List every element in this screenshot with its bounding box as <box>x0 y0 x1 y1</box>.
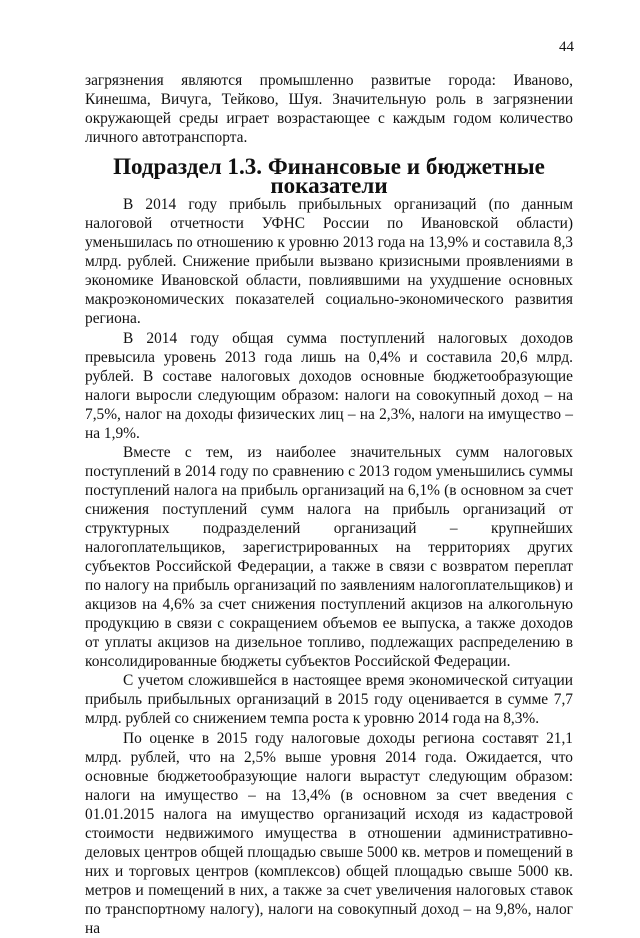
paragraph-tax-forecast-2015: По оценке в 2015 году налоговые доходы региона составят 21,1 млрд. рублей, что на 2,5% выше уровня 2014 года. Ожидается, что основные бюджетообразующие налоги вырастут следующим образом: налоги на имущество – на 13,4% (в основном за счет введения с 01.01.2015 налога на имущество организаций исходя из кадастровой стоимости недвижимого имущества в отношении административно-деловых центров общей площадью свыше 5000 кв. метров и помещений в них и торговых центров (комплексов) общей площадью свыше 5000 кв. метров и помещений в них, а также за счет увеличения налоговых ставок по транспортному налогу), налоги на совокупный доход – на 9,8%, налог на <box>85 729 573 938</box>
page-content <box>85 71 573 938</box>
page-number: 44 <box>559 38 574 56</box>
paragraph-tax-revenue-2014: В 2014 году общая сумма поступлений налоговых доходов превысила уровень 2013 года лишь на 0,4% и составила 20,6 млрд. рублей. В составе налоговых доходов основные бюджетообразующие налоги выросли следующим образом: налоги на совокупный доход – на 7,5%, налог на доходы физических лиц – на 2,3%, налоги на имущество – на 1,9%. <box>85 329 573 443</box>
paragraph-tax-decrease: Вместе с тем, из наиболее значительных сумм налоговых поступлений в 2014 году по сравнению с 2013 годом уменьшились суммы поступлений налога на прибыль организаций на 6,1% (в основном за счет снижения поступлений сумм налога на прибыль организаций от структурных подразделений организаций – крупнейших налогоплательщиков, зарегистрированных на территориях других субъектов Российской Федерации, а также в связи с возвратом переплат по налогу на прибыль организаций по заявлениям налогоплательщиков) и акцизов на 4,6% за счет снижения поступлений акцизов на алкогольную продукцию в связи с сокращением объемов ее выпуска, а также доходов от уплаты акцизов на дизельное топливо, подлежащих распределению в консолидированные бюджеты субъектов Российской Федерации. <box>85 443 573 672</box>
section-heading: Подраздел 1.3. Финансовые и бюджетные показатели <box>85 157 573 195</box>
paragraph-profit-2015: С учетом сложившейся в настоящее время экономической ситуации прибыль прибыльных организаций в 2015 году оценивается в сумме 7,7 млрд. рублей со снижением темпа роста к уровню 2014 года на 8,3%. <box>85 671 573 728</box>
paragraph-continuation: загрязнения являются промышленно развитые города: Иваново, Кинешма, Вичуга, Тейково, Шуя. Значительную роль в загрязнении окружающей среды играет возрастающее с каждым годом количество личного автотранспорта. <box>85 71 573 147</box>
paragraph-profit-2014: В 2014 году прибыль прибыльных организаций (по данным налоговой отчетности УФНС России по Ивановской области) уменьшилась по отношению к уровню 2013 года на 13,9% и составила 8,3 млрд. рублей. Снижение прибыли вызвано кризисными проявлениями в экономике Ивановской области, повлиявшими на ухудшение основных макроэкономических показателей социально-экономического развития региона. <box>85 195 573 328</box>
